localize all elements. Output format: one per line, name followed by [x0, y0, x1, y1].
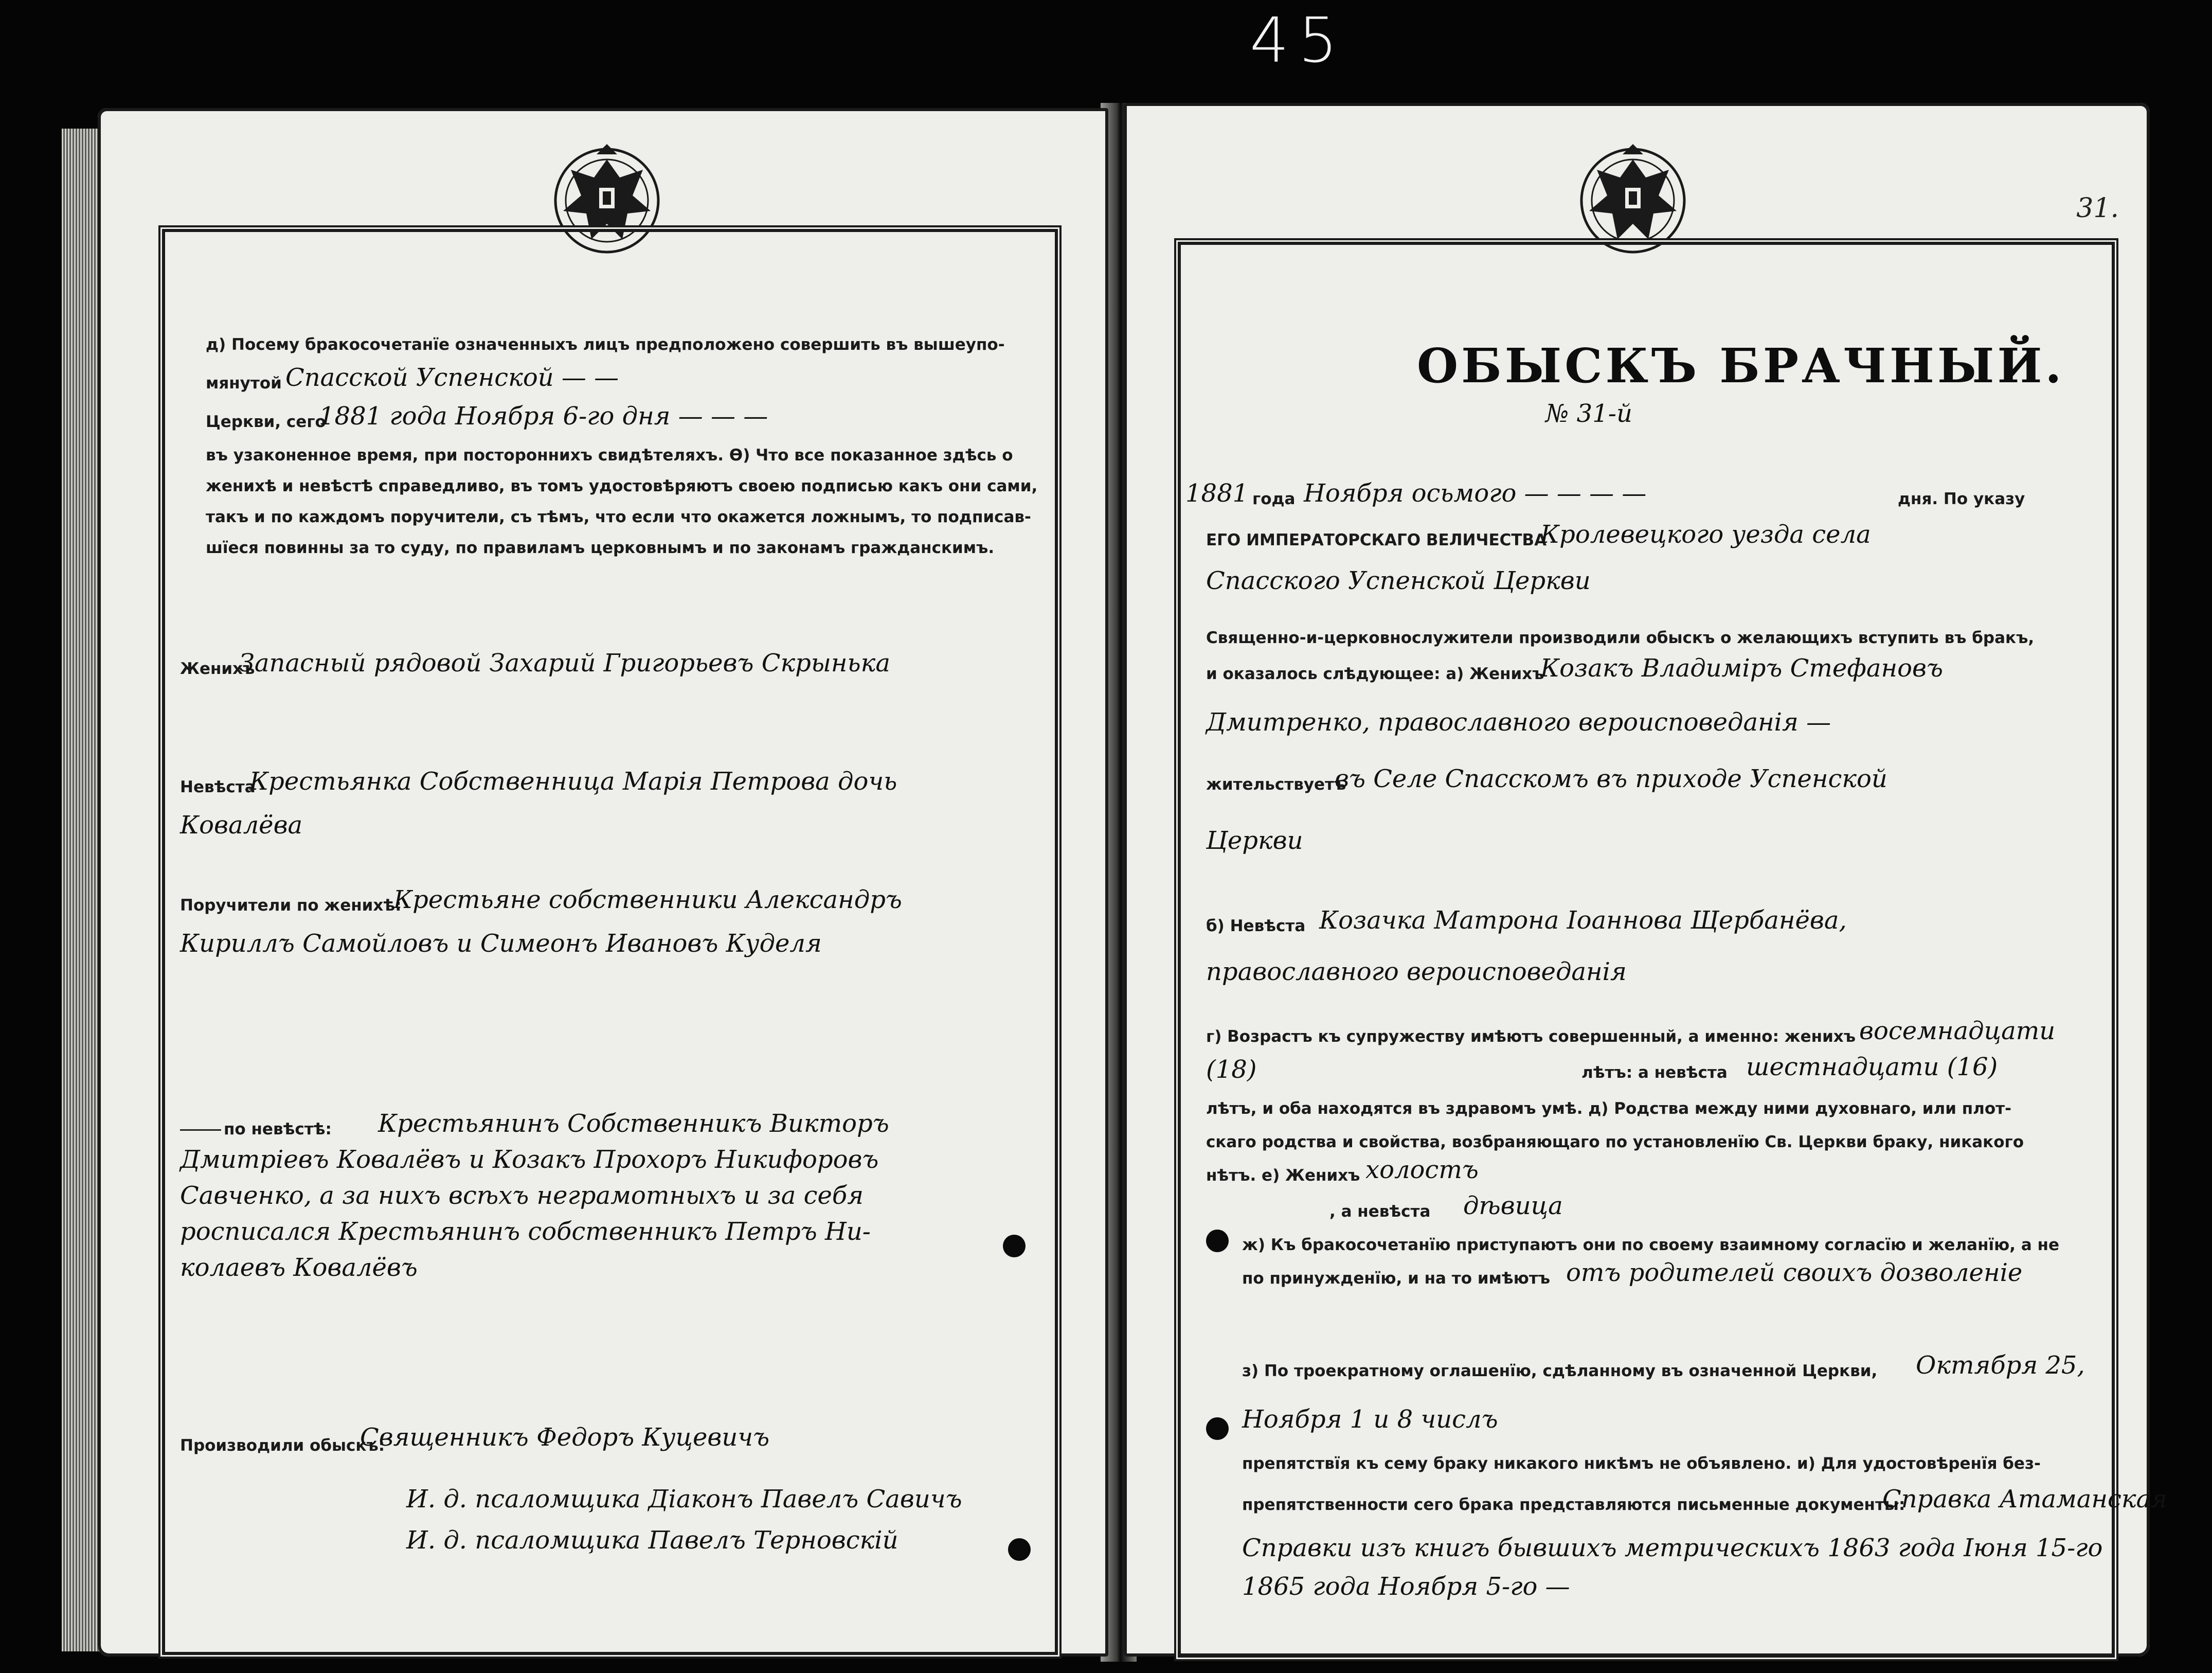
groom-guarantors-2: Кириллъ Самойловъ и Симеонъ Ивановъ Куделя — [180, 929, 822, 958]
age-label: г) Возрастъ къ супружеству имѣютъ совершенный, а именно: женихъ — [1206, 1027, 1856, 1046]
right-form-border — [1178, 242, 2115, 1658]
bride-intro-label: б) Невѣста — [1206, 917, 1306, 935]
left-line-2-label: мянутой — [206, 374, 282, 393]
residence-church-hand: Церкви — [1206, 826, 1303, 855]
binding-hole — [1003, 1235, 1026, 1257]
groom-surname-hand: Дмитренко, православного вероисповеданія — — [1206, 708, 1831, 737]
date-hand: Ноября осьмого — — — — — [1304, 479, 1647, 508]
decree-label: дня. По указу — [1898, 490, 2025, 508]
documents-label: препятственности сего брака представляются письменные документы: — [1242, 1496, 1905, 1514]
right-page — [1124, 103, 2167, 1657]
consent-hand: отъ родителей своихъ дозволеніе — [1566, 1258, 2023, 1287]
groom-label: Женихъ — [180, 660, 255, 678]
bride-faith-hand: православного вероисповеданія — [1206, 957, 1627, 986]
church-hand: Спасского Успенской Церкви — [1206, 566, 1591, 595]
bride-guarantors-label: по невѣстѣ: — [224, 1120, 332, 1138]
bride-guarantors-3: Савченко, а за нихъ всѣхъ неграмотныхъ и за себя — [180, 1181, 864, 1210]
left-page — [98, 108, 1108, 1657]
left-line-1: д) Посему бракосочетанїе означенныхъ лицъ предположено совершить въ вышеупо- — [206, 335, 1005, 354]
clergy-deacon: И. д. псаломщика Діаконъ Павелъ Савичъ — [406, 1485, 962, 1514]
binding-hole — [1206, 1230, 1229, 1252]
bride-guarantors-1: Крестьянинъ Собственникъ Викторъ — [378, 1109, 889, 1138]
kinship-line-1: лѣтъ, и оба находятся въ здравомъ умѣ. д) Родства между ними духовнаго, или плот- — [1206, 1099, 2011, 1118]
binding-hole — [1206, 1417, 1229, 1440]
binding-hole — [1008, 1538, 1031, 1561]
year-hand: 1881 — [1185, 479, 1249, 508]
bride-name-hand: Козачка Матрона Іоаннова Щербанёва, — [1319, 906, 1847, 935]
left-line-6: такъ и по каждомъ поручители, съ тѣмъ, что если что окажется ложнымъ, то подписав- — [206, 508, 1031, 526]
consent-line-2-label: по принужденїю, и на то имѣютъ — [1242, 1269, 1551, 1288]
banns-date-hand: Октября 25, — [1916, 1351, 2085, 1380]
bride-guarantors-4: росписался Крестьянинъ собственникъ Петръ Ни- — [180, 1217, 871, 1246]
bride-status-hand: дѣвица — [1463, 1191, 1563, 1220]
groom-status-label: нѣтъ. е) Женихъ — [1206, 1166, 1360, 1185]
bride-label: Невѣста — [180, 778, 256, 796]
bride-guarantors-dash — [180, 1129, 221, 1131]
clergy-priest: Священникъ Федоръ Куцевичъ — [360, 1423, 770, 1452]
bride-guarantors-5: колаевъ Ковалёвъ — [180, 1253, 418, 1282]
documents-hand-3: 1865 года Ноября 5-го — — [1242, 1572, 1570, 1601]
bride-age-label: лѣтъ: а невѣста — [1581, 1063, 1728, 1082]
documents-hand: Справка Атаманская — [1882, 1485, 2167, 1514]
residence-hand: въ Селе Спасскомъ въ приходе Успенской — [1335, 764, 1887, 793]
residence-label: жительствуетъ — [1206, 775, 1346, 794]
frame-number: 45 — [1250, 5, 1347, 77]
banns-dates-hand: Ноября 1 и 8 числъ — [1242, 1405, 1498, 1434]
district-hand: Кролевецкого уезда села — [1540, 520, 1871, 549]
groom-age-hand: восемнадцати — [1859, 1017, 2056, 1045]
clergy-psalmist: И. д. псаломщика Павелъ Терновскій — [406, 1526, 898, 1555]
banns-label: з) По троекратному оглашенїю, сдѣланному въ означенной Церкви, — [1242, 1362, 1878, 1380]
impediment-line: препятствїя къ сему браку никакого никѣмъ не объявлено. и) Для удостовѣренїя без- — [1242, 1454, 2041, 1473]
kinship-line-2: скаго родства и свойства, возбраняющаго по установленїю Св. Церкви браку, никакого — [1206, 1133, 2024, 1151]
bride-status-label: , а невѣста — [1329, 1202, 1431, 1221]
left-line-3-hand: 1881 года Ноября 6-го дня — — — — [319, 402, 768, 431]
clergy-search-line: Священно-и-церковнослужители производили обыскъ о желающихъ вступить въ бракъ, — [1206, 629, 2035, 647]
left-line-7: шїеся повинны за то суду, по правиламъ церковнымъ и по законамъ гражданскимъ. — [206, 539, 995, 557]
conducted-label: Производили обыскъ: — [180, 1436, 385, 1455]
majesty-label: ЕГО ИМПЕРАТОРСКАГО ВЕЛИЧЕСТВА — [1206, 531, 1547, 549]
left-line-4: въ узаконенное время, при постороннихъ свидѣтеляхъ. Ѳ) Что все показанное здѣсь о — [206, 446, 1013, 465]
groom-name-hand: Козакъ Владиміръ Стефановъ — [1540, 654, 1943, 683]
groom-intro-label: и оказалось слѣдующее: а) Женихъ — [1206, 665, 1544, 683]
bride-age-hand: шестнадцати (16) — [1746, 1053, 1998, 1081]
groom-guarantors-label: Поручители по женихѣ: — [180, 896, 402, 915]
groom-text: Запасный рядовой Захарий Григорьевъ Скрынька — [239, 649, 890, 678]
left-line-2-hand: Спасской Успенской — — — [285, 363, 619, 392]
groom-age-number-hand: (18) — [1206, 1055, 1257, 1084]
left-line-3-label: Церкви, сего — [206, 413, 326, 431]
bride-text-2: Ковалёва — [180, 811, 303, 840]
year-label: года — [1252, 490, 1296, 508]
groom-status-hand: холостъ — [1365, 1155, 1479, 1184]
documents-hand-2: Справки изъ книгъ бывшихъ метрическихъ 1863 года Іюня 15-го — [1242, 1534, 2103, 1562]
form-title: ОБЫСКЪ БРАЧНЫЙ. — [1417, 338, 2065, 394]
page-number: 31. — [2076, 193, 2119, 224]
left-line-5: женихѣ и невѣстѣ справедливо, въ томъ удостовѣряютъ своею подписью какъ они сами, — [206, 477, 1038, 495]
bride-text-1: Крестьянка Собственница Марія Петрова дочь — [249, 767, 897, 796]
record-number: № 31-й — [1545, 399, 1632, 428]
groom-guarantors-1: Крестьяне собственники Александръ — [393, 885, 902, 914]
bride-guarantors-2: Дмитріевъ Ковалёвъ и Козакъ Прохоръ Никифоровъ — [180, 1145, 879, 1174]
consent-line-1: ж) Къ бракосочетанїю приступаютъ они по своему взаимному согласїю и желанїю, а не — [1242, 1236, 2059, 1254]
